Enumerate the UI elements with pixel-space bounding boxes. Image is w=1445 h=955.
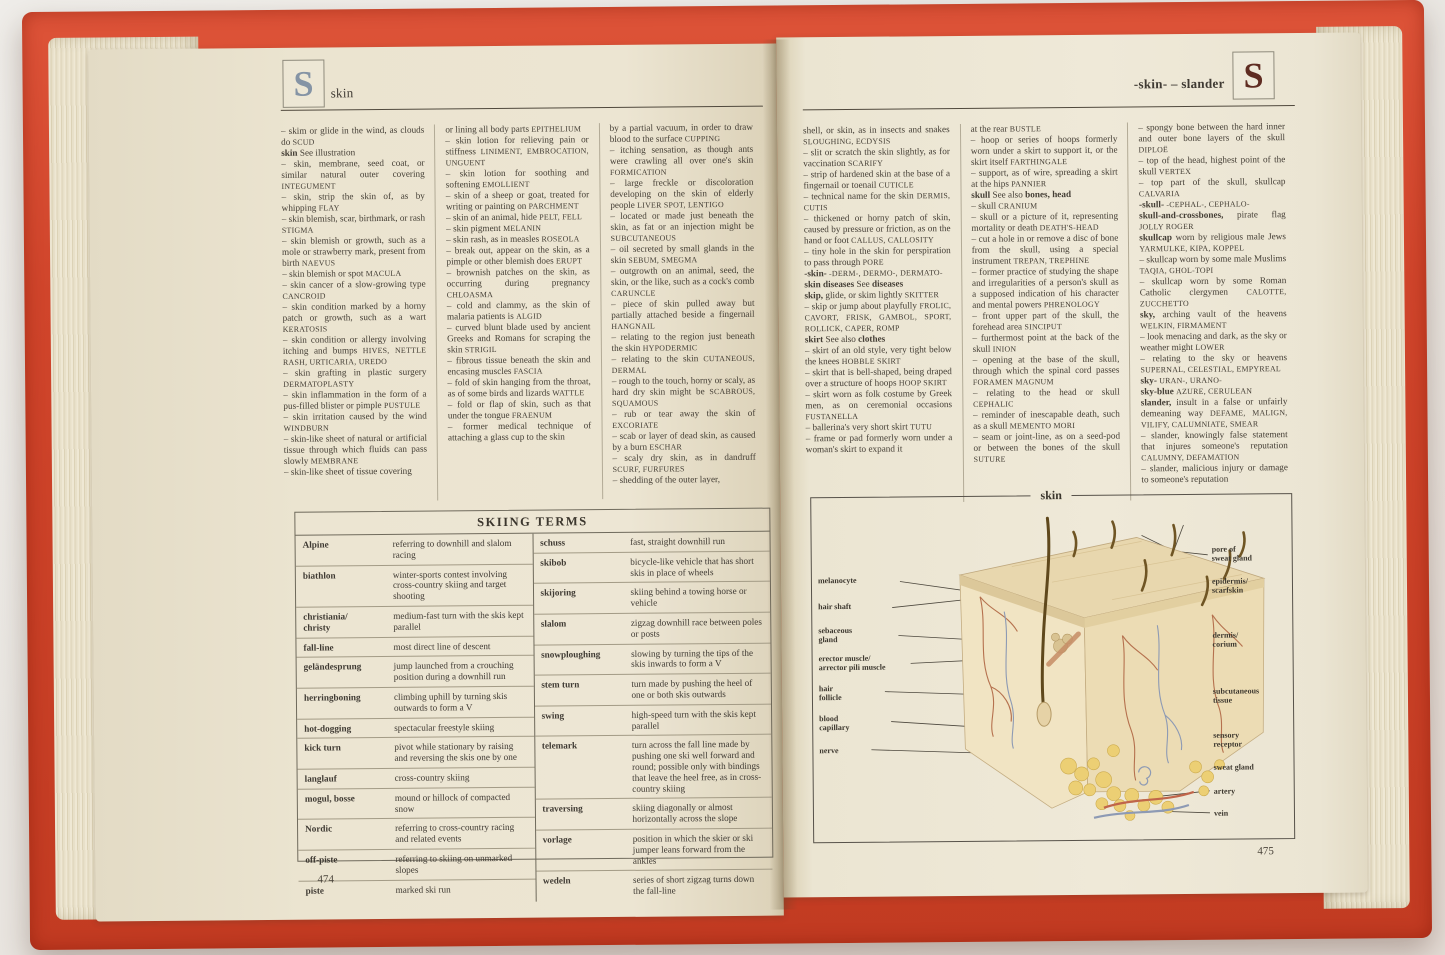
running-head-right: -skin- – slander	[1133, 75, 1225, 92]
skiing-term-row	[298, 817, 535, 850]
dictionary-entry: – large freckle or discoloration developing on the skin of elderly people LIVER SPOT, LENTIGO	[610, 176, 754, 211]
label-sensory-receptor: sensory receptor	[1213, 730, 1243, 749]
dictionary-entry: skullcap worn by religious male Jews YARMULKE, KIPA, KOPPEL	[1139, 231, 1286, 254]
dictionary-entry: – top part of the skull, skullcap CALVARIA	[1138, 176, 1286, 199]
skiing-term: skijoring	[540, 587, 576, 599]
header-rule-right	[803, 105, 1295, 111]
dictionary-entry: – skull or a picture of it, representing mortality or death DEATH'S-HEAD	[971, 210, 1119, 233]
skiing-term: hot-dogging	[304, 722, 352, 734]
dictionary-entry: skirt See also clothes	[804, 333, 886, 345]
dictionary-entry: – skirt of an old style, very tight below the knees HOBBLE SKIRT	[804, 344, 952, 367]
page-number-right: 475	[1257, 845, 1274, 858]
dictionary-entry: – cold and clammy, as the skin of malaria patients is ALGID	[446, 299, 591, 322]
dictionary-entry: by a partial vacuum, in order to draw blood to the surface CUPPING	[609, 121, 753, 145]
dictionary-entry: – skull CRANIUM	[971, 200, 1038, 211]
dictionary-entry: slander, insult in a false or unfairly demeaning way DEFAME, MALIGN, VILIFY, CALUMNIATE, SMEAR	[1140, 396, 1288, 430]
label-sebaceous-gland: sebaceous gland	[818, 625, 853, 645]
dictionary-entry: – skin, membrane, seed coat, or similar natural outer covering INTEGUMENT	[281, 157, 425, 191]
skiing-term: stem turn	[541, 679, 580, 690]
dictionary-entry: – hoop or series of hoops formerly worn under a skirt to support it, or the skirt itself FARTHINGALE	[970, 133, 1118, 167]
dictionary-entry: – skin condition or allergy involving itching and bumps HIVES, NETTLE RASH, URTICARIA, UREDO	[282, 333, 427, 367]
skiing-term: piste	[305, 885, 325, 896]
dictionary-entry: – relating to the skin CUTANEOUS, DERMAL	[611, 353, 756, 376]
dictionary-entry: – slit or scratch the skin slightly, as for vaccination SCARIFY	[803, 146, 950, 169]
skiing-term: Nordic	[305, 823, 333, 835]
skiing-term-definition: high-speed turn with the skis kept parallel	[631, 708, 756, 731]
skiing-term-definition: skiing diagonally or almost horizontally across the slope	[632, 802, 738, 824]
dictionary-entry: – skin irritation caused by the wind WINDBURN	[283, 410, 427, 433]
dictionary-entry: – skullcap worn by some male Muslims TAQIA, GHOL-TOPI	[1139, 253, 1287, 276]
skiing-terms-title: SKIING TERMS	[295, 509, 769, 536]
dictionary-entry: – spongy bone between the hard inner and outer bone layers of the skull DIPLOË	[1138, 121, 1286, 155]
dictionary-entry: – skin blemish or growth, such as a mole or strawberry mark, present from birth NAEVUS	[281, 234, 426, 268]
skiing-term-definition: referring to cross-country racing and related events	[395, 822, 515, 845]
dictionary-entry: – cut a hole in or remove a disc of bone from the skull, using a special instrument TREPAN, TREPHINE	[971, 232, 1119, 266]
label-blood-capillary: blood capillary	[819, 714, 850, 733]
skiing-term-row	[297, 716, 534, 738]
skiing-term-row	[535, 797, 772, 830]
dictionary-entry: – slander, knowingly false statement that injures someone's reputation CALUMNY, DEFAMATION	[1140, 429, 1288, 463]
dictionary-entry: – skullcap worn by some Roman Catholic clergymen CALOTTE, ZUCCHETTO	[1139, 275, 1287, 309]
dictionary-entry: – former medical technique of attaching a glass cup to the skin	[447, 420, 592, 443]
dictionary-entry: – outgrowth on an animal, seed, the skin, or the like, such as a cock's comb CARUNCLE	[610, 264, 755, 299]
skiing-term-row	[298, 767, 535, 789]
label-pore-of-sweat-gland: pore of sweat gland	[1211, 544, 1253, 563]
dictionary-entry: at the rear BUSTLE	[970, 123, 1042, 134]
dictionary-entry: – piece of skin pulled away but partially attached beside a fingernail HANGNAIL	[611, 297, 755, 332]
skiing-term-definition: jump launched from a crouching position during a downhill run	[393, 660, 514, 683]
right-page	[776, 32, 1367, 897]
label-hair-follicle: hair follicle	[818, 684, 842, 703]
label-nerve: nerve	[819, 746, 839, 756]
text-column-3	[599, 122, 767, 499]
skin-diagram-title: skin	[1030, 488, 1071, 503]
skiing-term-definition: marked ski run	[395, 883, 451, 895]
dictionary-entry: – relating to the region just beneath the skin HYPODERMIC	[611, 330, 755, 354]
dictionary-entry: – frame or pad formerly worn under a woman's skirt to expand it	[805, 432, 953, 455]
label-sweat-gland: sweat gland	[1213, 762, 1254, 772]
skiing-term-definition: spectacular freestyle skiing	[394, 721, 495, 733]
skiing-term: vorlage	[542, 834, 572, 845]
label-subcutaneous-tissue: subcutaneous tissue	[1212, 686, 1260, 705]
skiing-term-definition: referring to downhill and slalom racing	[392, 537, 512, 560]
skiing-term: langlauf	[304, 773, 337, 784]
skiing-term-row	[534, 642, 771, 675]
dictionary-entry: – top of the head, highest point of the skull VERTEX	[1138, 154, 1286, 177]
skiing-term-row	[535, 703, 772, 736]
dictionary-entry: – furthermost point at the back of the skull INION	[972, 331, 1120, 354]
dictionary-entry: – opening at the base of the skull, through which the spinal cord passes FORAMEN MAGNUM	[972, 353, 1120, 387]
dictionary-entry: sky, arching vault of the heavens WELKIN, FIRMAMENT	[1139, 308, 1287, 331]
dictionary-entry: – former practice of studying the shape and irregularities of a person's skull as a supposed indication of his character and mental powers PHRENOLOGY	[971, 265, 1119, 310]
dictionary-entry: – skirt worn as folk costume by Greek men, as on ceremonial occasions FUSTANELLA	[805, 388, 953, 422]
dictionary-entry: – skin-like sheet of natural or artificial tissue through which fluids can pass slowly MEMBRANE	[283, 432, 428, 466]
skiing-term: wedeln	[542, 875, 571, 886]
skiing-term: fall-line	[303, 642, 334, 653]
skiing-term-row	[296, 605, 533, 638]
dictionary-entry: – shedding of the outer layer,	[612, 474, 721, 485]
label-hair-shaft: hair shaft	[818, 601, 852, 612]
dictionary-entry: – thickened or horny patch of skin, caused by pressure or friction, as on the hand or foot CALLUS, CALLOSITY	[803, 212, 951, 246]
dictionary-entry: – skin rash, as in measles ROSEOLA	[446, 233, 580, 245]
dictionary-entry: – skin pigment MELANIN	[446, 222, 542, 234]
skiing-term-definition: cross-country skiing	[394, 772, 470, 783]
dictionary-entry: – oil secreted by small glands in the skin SEBUM, SMEGMA	[610, 242, 755, 266]
dictionary-entry: – skin cancer of a slow-growing type CANCROID	[282, 278, 426, 301]
skiing-term-definition: skiing behind a towing horse or vehicle	[630, 586, 747, 609]
dictionary-entry: – rub or tear away the skin of EXCORIATE	[612, 407, 756, 430]
dictionary-entry: – skin lotion for soothing and softening EMOLLIENT	[445, 167, 590, 190]
skiing-term: telemark	[541, 740, 578, 751]
skiing-terms-right-half	[532, 532, 773, 902]
skiing-term-definition: fast, straight downhill run	[630, 536, 726, 547]
skiing-term-row	[296, 563, 533, 606]
dictionary-entry: – support, as of wire, spreading a skirt at the hips PANNIER	[971, 166, 1118, 189]
skiing-term: slalom	[540, 618, 567, 629]
skiing-term-row	[536, 869, 773, 902]
dictionary-entry: or lining all body parts EPITHELIUM	[445, 123, 582, 135]
skiing-term-definition: slowing by turning the tips of the skis inwards to form a V	[631, 647, 754, 670]
dictionary-entry: skin diseases See diseases	[804, 278, 904, 290]
skiing-term-definition: referring to skiing on unmarked slopes	[395, 852, 513, 875]
skiing-term: snowploughing	[541, 648, 601, 660]
text-column-6	[1127, 121, 1298, 500]
dictionary-entry: – skin blemish or spot MACULA	[282, 268, 402, 279]
dictionary-entry: – itching sensation, as though ants were crawling all over one's skin FORMICATION	[609, 143, 754, 178]
skiing-term-row	[534, 612, 771, 645]
dictionary-entry: – front upper part of the skull, the forehead area SINCIPUT	[972, 309, 1120, 332]
dictionary-entry: – brownish patches on the skin, as occurring during pregnancy CHLOASMA	[446, 266, 591, 300]
skiing-term-row	[297, 736, 534, 769]
skiing-term-row	[296, 635, 533, 657]
label-epidermis: epidermis/ scarfskin	[1211, 576, 1248, 595]
skiing-term: skibob	[540, 557, 567, 568]
skiing-term: traversing	[542, 803, 583, 814]
skiing-term-row	[533, 532, 770, 553]
dictionary-entry: – skim or glide in the wind, as clouds do SCUD	[280, 124, 425, 147]
skiing-terms-left-half	[296, 534, 536, 904]
dictionary-entry: – break out, appear on the skin, as a pimple or other blemish does ERUPT	[446, 244, 590, 267]
label-artery: artery	[1213, 786, 1236, 796]
dictionary-entry: – skirt that is bell-shaped, being draped over a structure of hoops HOOP SKIRT	[805, 366, 952, 389]
text-column-4	[803, 124, 963, 503]
dictionary-entry: – rough to the touch, horny or scaly, as hard dry skin might be SCABROUS, SQUAMOUS	[611, 374, 756, 409]
dictionary-entry: – technical name for the skin DERMIS, CUTIS	[803, 190, 951, 213]
dictionary-entry: skin See illustration	[281, 147, 356, 158]
dictionary-entry: – skin-like sheet of tissue covering	[283, 465, 412, 477]
skiing-term: kick turn	[304, 742, 341, 754]
dictionary-entry: -skin- -DERM-, DERMO-, DERMATO-	[804, 268, 943, 279]
skiing-term-row	[536, 828, 773, 871]
dictionary-entry: – skin grafting in plastic surgery DERMATOPLASTY	[283, 366, 427, 389]
skiing-term-row	[298, 786, 535, 819]
left-page-columns	[281, 122, 766, 502]
dictionary-entry: – skin condition marked by a horny patch or growth, such as a wart KERATOSIS	[282, 300, 426, 334]
text-column-5	[960, 122, 1131, 501]
dictionary-entry: – scab or layer of dead skin, as caused by a burn ESCHAR	[612, 429, 756, 452]
skiing-term: mogul, bosse	[304, 793, 355, 804]
right-page-columns	[803, 121, 1298, 503]
dictionary-entry: – curved blunt blade used by ancient Greeks and Romans for scraping the skin STRIGIL	[446, 321, 591, 355]
skiing-term: biathlon	[302, 570, 336, 581]
skiing-term-row	[533, 550, 770, 583]
dictionary-entry: – fold or flap of skin, such as that under the tongue FRAENUM	[447, 398, 592, 421]
skin-diagram	[810, 488, 1295, 843]
skiing-term-definition: mound or hillock of compacted snow	[394, 791, 511, 814]
dictionary-entry: – relating to the sky or heavens SUPERNAL, CELESTIAL, EMPYREAL	[1140, 352, 1288, 375]
dictionary-entry: – fibrous tissue beneath the skin and encasing muscles FASCIA	[447, 354, 591, 377]
skiing-term-definition: winter-sports contest involving cross-country skiing and target shooting	[392, 568, 508, 602]
dictionary-entry: – located or made just beneath the skin, as fat or an injection might be SUBCUTANEOUS	[610, 209, 754, 244]
dictionary-entry: – fold of skin hanging from the throat, as of some birds and lizards WATTLE	[447, 376, 591, 399]
dictionary-entry: sky-blue AZURE, CERULEAN	[1140, 386, 1253, 397]
skiing-term-row	[297, 686, 534, 719]
skiing-term-definition: most direct line of descent	[393, 640, 491, 652]
section-letter-box-left	[282, 59, 324, 107]
skiing-term-row	[533, 581, 770, 614]
dictionary-entry: – skin lotion for relieving pain or stiffness LINIMENT, EMBROCATION, UNGUENT	[445, 134, 589, 168]
left-page	[88, 44, 784, 922]
dictionary-entry: – strip of hardened skin at the base of a fingernail or toenail CUTICLE	[803, 168, 951, 191]
dictionary-entry: sky- URAN-, URANO-	[1140, 375, 1223, 386]
text-column-1	[281, 125, 438, 502]
skiing-term-definition: series of short zigzag turns down the fall-line	[632, 874, 755, 896]
skiing-term-row	[535, 734, 772, 799]
skiing-term-definition: medium-fast turn with the skis kept parallel	[393, 609, 524, 632]
running-head-left: skin	[330, 85, 354, 101]
dictionary-entry: – look menacing and dark, as the sky or weather might LOWER	[1140, 330, 1287, 353]
dictionary-entry: – reminder of inescapable death, such as a skull MEMENTO MORI	[973, 408, 1120, 431]
label-dermis: dermis/ corium	[1212, 630, 1239, 649]
skiing-term-definition: bicycle-like vehicle that has short skis in place of wheels	[630, 555, 754, 578]
skiing-term-definition: position in which the skier or ski jumper leans forward from the ankles	[632, 832, 754, 866]
label-erector-muscle: erector muscle/ arrector pili muscle	[818, 653, 886, 673]
skiing-term: herringboning	[303, 692, 361, 703]
skiing-term-definition: turn made by pushing the heel of one or both skis outwards	[631, 677, 753, 700]
skiing-term-row	[296, 534, 533, 566]
dictionary-entry: – skip or jump about playfully FROLIC, CAVORT, FRISK, GAMBOL, SPORT, ROLLICK, CAPER, ROMP	[804, 300, 952, 334]
skiing-term-definition: zigzag downhill race between poles or posts	[630, 616, 762, 639]
header-rule-left	[281, 106, 763, 112]
skiing-term: christiania/ christy	[303, 611, 348, 633]
dictionary-entry: shell, or skin, as in insects and snakes SLOUGHING, ECDYSIS	[802, 124, 950, 147]
skiing-term-row	[297, 655, 534, 688]
skiing-term-row	[534, 673, 771, 706]
section-letter: S	[293, 63, 314, 104]
section-letter: S	[1243, 55, 1264, 96]
book-cover	[22, 0, 1432, 950]
dictionary-entry: – ballerina's very short skirt TUTU	[805, 421, 933, 433]
dictionary-entry: skull See also bones, head	[971, 188, 1072, 200]
section-letter-box-right	[1232, 51, 1274, 99]
dictionary-entry: – skin, strip the skin of, as by whipping FLAY	[281, 190, 425, 213]
dictionary-entry: – slander, malicious injury or damage to someone's reputation	[1141, 462, 1289, 485]
skiing-term: Alpine	[302, 539, 329, 550]
skiing-term-definition: climbing uphill by turning skis outwards to form a V	[393, 690, 508, 713]
dictionary-entry: – skin of a sheep or goat, treated for writing or painting on PARCHMENT	[445, 189, 590, 212]
dictionary-entry: – tiny hole in the skin for perspiration to pass through PORE	[804, 245, 951, 268]
dictionary-entry: – scaly dry skin, as in dandruff SCURF, FURFURES	[612, 451, 756, 474]
dictionary-entry: – skin inflammation in the form of a pus-filled blister or pimple PUSTULE	[283, 388, 427, 411]
skiing-term: schuss	[540, 537, 566, 548]
dictionary-entry: – seam or joint-line, as on a seed-pod or between the bones of the skull SUTURE	[973, 430, 1121, 464]
page-number-left: 474	[317, 873, 335, 886]
dictionary-entry: – skin of an animal, hide PELT, FELL	[446, 211, 583, 223]
skiing-term: swing	[541, 710, 565, 721]
dictionary-entry: – skin blemish, scar, birthmark, or rash STIGMA	[281, 212, 426, 235]
skiing-term-definition: turn across the fall line made by pushing one ski well forward and round; possible only with bindings that leave the heel free, as in cross-country skiing	[631, 739, 762, 794]
text-column-2	[434, 123, 602, 500]
skiing-terms-body	[296, 532, 773, 904]
label-vein: vein	[1213, 808, 1229, 818]
label-melanocyte: melanocyte	[817, 575, 857, 586]
skiing-term: geländesprung	[303, 661, 362, 673]
skiing-term-definition: pivot while stationary by raising and reversing the skis one by one	[394, 741, 517, 764]
dictionary-entry: skull-and-crossbones, pirate flag JOLLY ROGER	[1139, 209, 1286, 232]
skiing-term: off-piste	[305, 854, 338, 865]
dictionary-entry: skip, glide, or skim lightly SKITTER	[804, 289, 939, 301]
dictionary-entry: -skull- -CEPHAL-, CEPHALO-	[1138, 199, 1250, 210]
dictionary-entry: – relating to the head or skull CEPHALIC	[972, 386, 1120, 409]
